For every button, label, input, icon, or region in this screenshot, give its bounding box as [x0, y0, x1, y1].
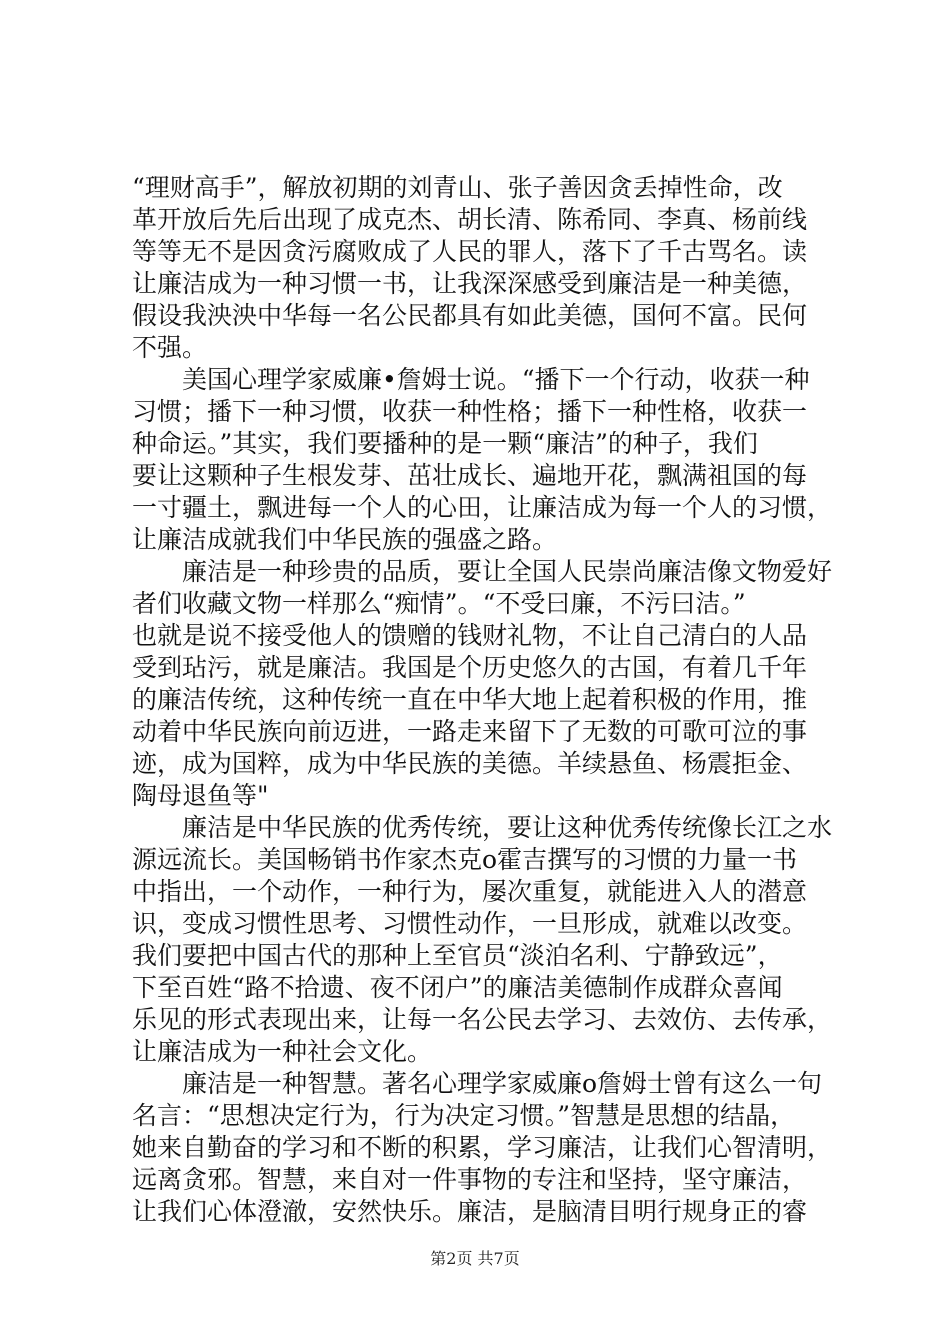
text-line: 美国心理学家威廉•詹姆士说。“播下一个行动，收获一种: [132, 365, 810, 394]
page-footer: 第2页 共7页: [430, 1249, 520, 1268]
text-line: 要让这颗种子生根发芽、茁壮成长、遍地开花，飘满祖国的每: [132, 461, 808, 490]
text-line: 革开放后先后出现了成克杰、胡长清、陈希同、李真、杨前线: [132, 205, 808, 234]
text-line: 乐见的形式表现出来，让每一名公民去学习、去效仿、去传承，: [132, 1005, 833, 1034]
text-line: 一寸疆土，飘进每一个人的心田，让廉洁成为每一个人的习惯，: [132, 493, 833, 522]
text-line: 的廉洁传统，这种传统一直在中华大地上起着积极的作用，推: [132, 685, 808, 714]
text-line: 她来自勤奋的学习和不断的积累，学习廉洁，让我们心智清明，: [132, 1133, 833, 1162]
text-line: 受到玷污，就是廉洁。我国是个历史悠久的古国，有着几千年: [132, 653, 808, 682]
text-line: 种命运。”其实，我们要播种的是一颗“廉洁”的种子，我们: [132, 429, 758, 458]
text-line: 不强。: [132, 333, 208, 362]
text-line: 源远流长。美国畅销书作家杰克o霍吉撰写的习惯的力量一书: [132, 845, 798, 874]
text-line: 识，变成习惯性思考、习惯性动作，一旦形成，就难以改变。: [132, 909, 808, 938]
text-line: 廉洁是一种珍贵的品质，要让全国人民崇尚廉洁像文物爱好: [132, 557, 833, 586]
document-body: [132, 172, 832, 1228]
text-line: 也就是说不接受他人的馈赠的钱财礼物，不让自己清白的人品: [132, 621, 808, 650]
text-line: 等等无不是因贪污腐败成了人民的罪人，落下了千古骂名。读: [132, 237, 808, 266]
text-line: 让我们心体澄澈，安然快乐。廉洁，是脑清目明行规身正的睿: [132, 1197, 808, 1226]
text-line: 假设我泱泱中华每一名公民都具有如此美德，国何不富。民何: [132, 301, 808, 330]
text-line: 我们要把中国古代的那种上至官员“淡泊名利、宁静致远”，: [132, 941, 783, 970]
text-line: 陶母退鱼等": [132, 781, 269, 810]
text-line: 迹，成为国粹，成为中华民族的美德。羊续悬鱼、杨震拒金、: [132, 749, 808, 778]
text-line: 让廉洁成为一种社会文化。: [132, 1037, 433, 1066]
text-line: 习惯；播下一种习惯，收获一种性格；播下一种性格，收获一: [132, 397, 808, 426]
text-line: “理财高手”，解放初期的刘青山、张子善因贪丢掉性命，改: [132, 173, 783, 202]
text-line: 中指出，一个动作，一种行为，屡次重复，就能进入人的潜意: [132, 877, 808, 906]
text-line: 廉洁是中华民族的优秀传统，要让这种优秀传统像长江之水: [132, 813, 833, 842]
text-line: 廉洁是一种智慧。著名心理学家威廉o詹姆士曾有这么一句: [132, 1069, 823, 1098]
text-line: 下至百姓“路不拾遗、夜不闭户”的廉洁美德制作成群众喜闻: [132, 973, 783, 1002]
text-line: 远离贪邪。智慧，来自对一件事物的专注和坚持，坚守廉洁，: [132, 1165, 808, 1194]
text-line: 动着中华民族向前迈进，一路走来留下了无数的可歌可泣的事: [132, 717, 808, 746]
text-line: 者们收藏文物一样那么“痴情”。“不受曰廉，不污曰洁。”: [132, 589, 746, 618]
text-line: 让廉洁成为一种习惯一书，让我深深感受到廉洁是一种美德，: [132, 269, 808, 298]
text-line: 名言：“思想决定行为，行为决定习惯。”智慧是思想的结晶，: [132, 1101, 796, 1130]
text-line: 让廉洁成就我们中华民族的强盛之路。: [132, 525, 558, 554]
